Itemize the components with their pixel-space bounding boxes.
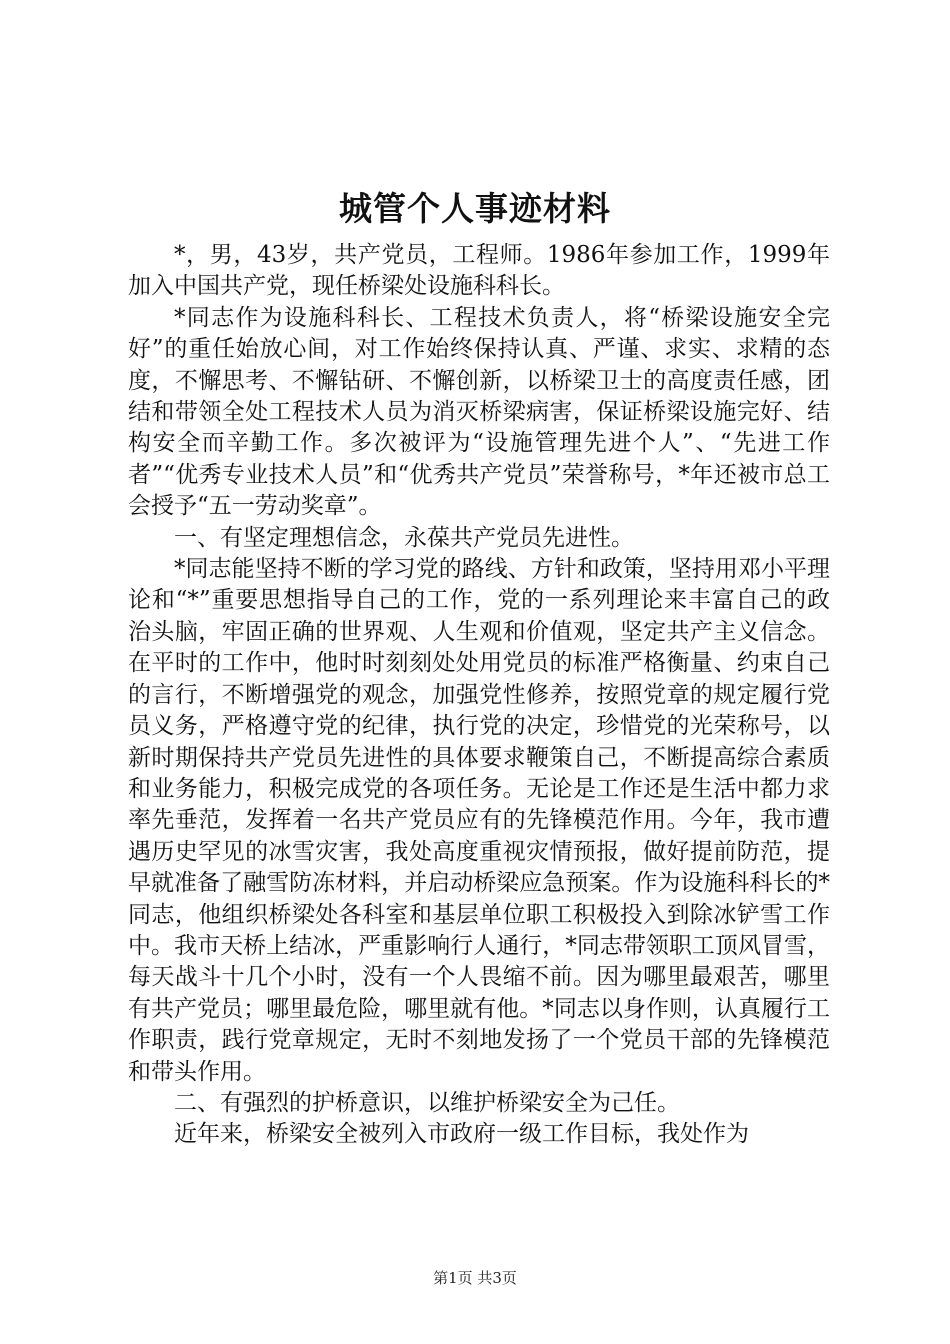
document-title: 城管个人事迹材料 (339, 189, 611, 228)
section-heading-1: 一、有坚定理想信念，永葆共产党员先进性。 (174, 524, 634, 551)
document-body (128, 240, 830, 1151)
page-footer: 第1页 共3页 (433, 1269, 517, 1287)
section-heading-2: 二、有强烈的护桥意识，以维护桥梁安全为己任。 (174, 1089, 680, 1116)
paragraph-section-1: *同志能坚持不断的学习党的路线、方针和政策，坚持用邓小平理论和“*”重要思想指导自己的工作，党的一系列理论来丰富自己的政治头脑，牢固正确的世界观、人生观和价值观，坚定共产主义信念。在平时的工作中，他时时刻刻处处用党员的标准严格衡量、约束自己的言行，不断增强党的观念，加强党性修养，按照党章的规定履行党员义务，严格遵守党的纪律，执行党的决定，珍惜党的光荣称号，以新时期保持共产党员先进性的具体要求鞭策自己，不断提高综合素质和业务能力，积极完成党的各项任务。无论是工作还是生活中都力求率先垂范，发挥着一名共产党员应有的先锋模范作用。今年，我市遭遇历史罕见的冰雪灾害，我处高度重视灾情预报，做好提前防范，提早就准备了融雪防冻材料，并启动桥梁应急预案。作为设施科科长的*同志，他组织桥梁处各科室和基层单位职工积极投入到除冰铲雪工作中。我市天桥上结冰，严重影响行人通行，*同志带领职工顶风冒雪，每天战斗十几个小时，没有一个人畏缩不前。因为哪里最艰苦，哪里有共产党员；哪里最危险，哪里就有他。*同志以身作则，认真履行工作职责，践行党章规定，无时不刻地发扬了一个党员干部的先锋模范和带头作用。 (128, 556, 830, 1085)
paragraph-intro: *，男，43岁，共产党员，工程师。1986年参加工作，1999年加入中国共产党，现任桥梁处设施科科长。 (128, 242, 830, 300)
paragraph-section-2: 近年来，桥梁安全被列入市政府一级工作目标，我处作为 (174, 1121, 749, 1148)
paragraph-summary: *同志作为设施科科长、工程技术负责人，将“桥梁设施安全完好”的重任始放心间，对工作始终保持认真、严谨、求实、求精的态度，不懈思考、不懈钻研、不懈创新，以桥梁卫士的高度责任感，团结和带领全处工程技术人员为消灭桥梁病害，保证桥梁设施完好、结构安全而辛勤工作。多次被评为“设施管理先进个人”、“先进工作者”“优秀专业技术人员”和“优秀共产党员”荣誉称号，*年还被市总工会授予“五一劳动奖章”。 (128, 304, 830, 520)
